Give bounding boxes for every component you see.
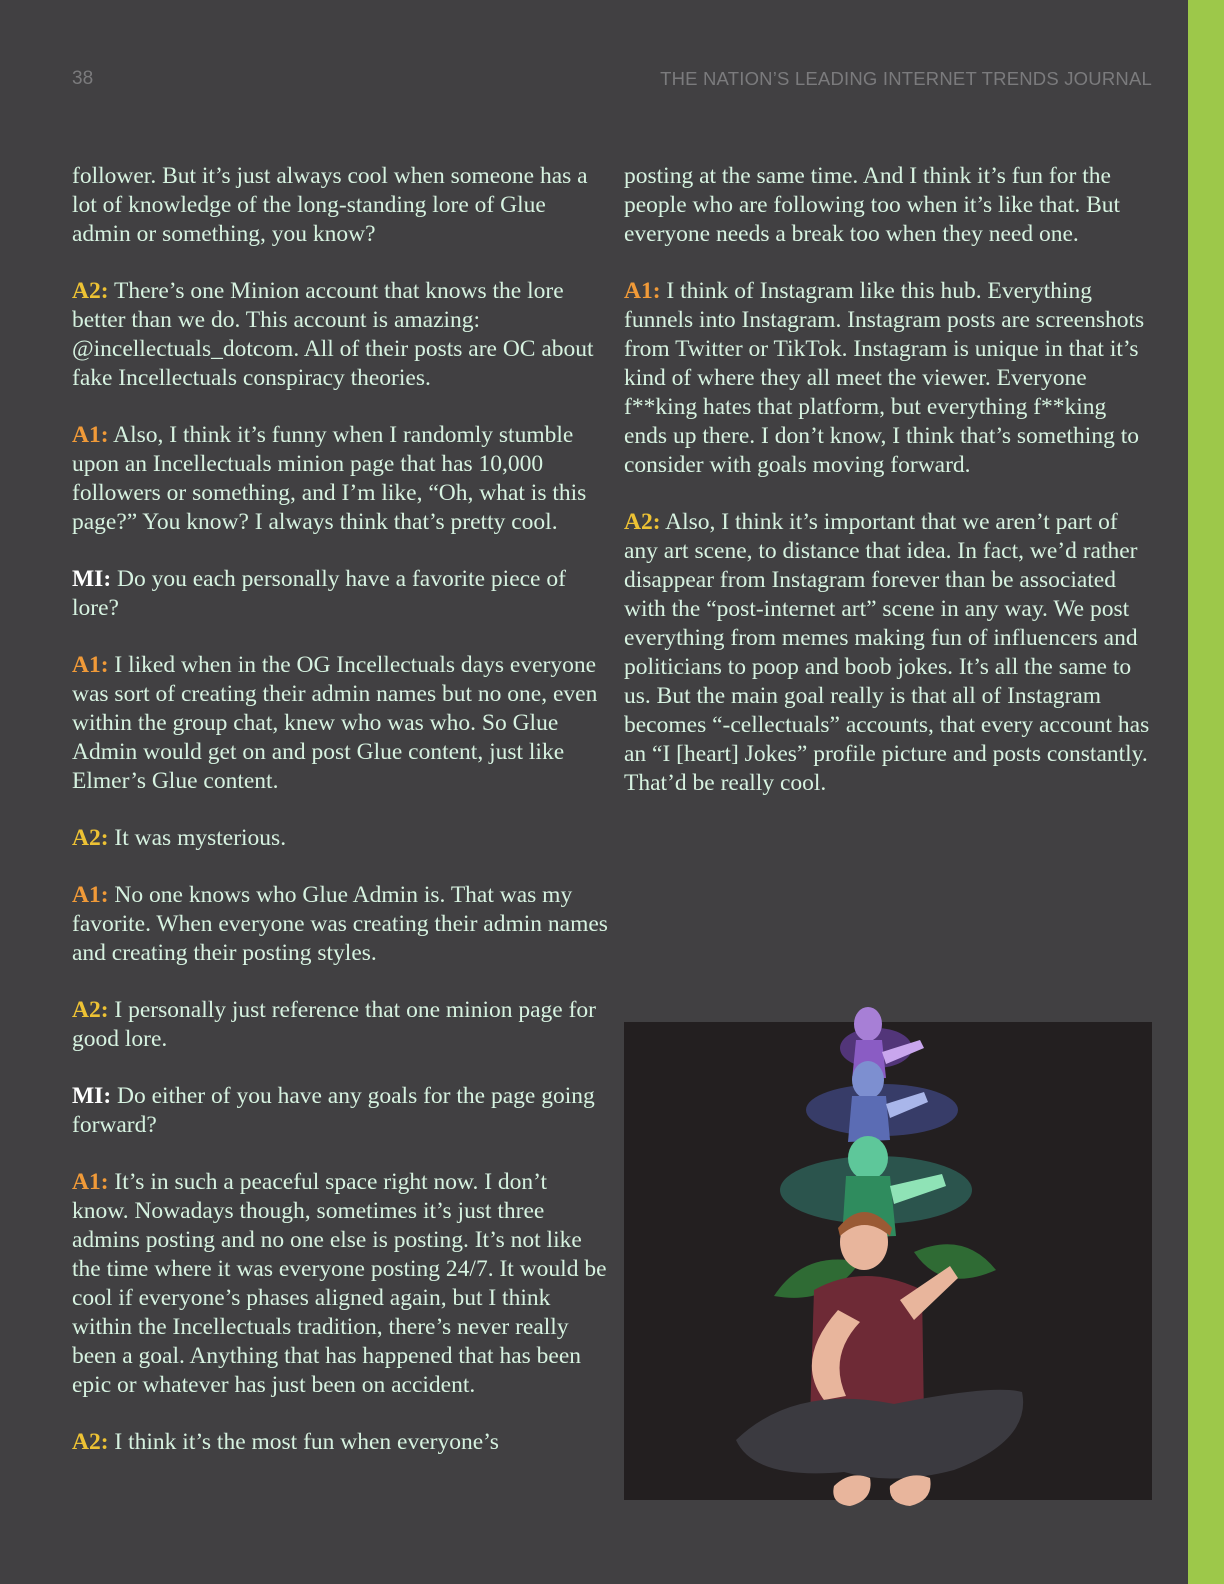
paragraph <box>72 881 608 968</box>
paragraph-text: Do either of you have any goals for the page going forward? <box>72 1083 595 1138</box>
running-head: THE NATION’S LEADING INTERNET TRENDS JOURNAL <box>660 68 1152 89</box>
speaker-label: A1: <box>624 278 661 304</box>
speaker-label: A2: <box>72 1429 109 1455</box>
right-text-column <box>624 162 1152 826</box>
paragraph <box>72 421 608 537</box>
paragraph <box>72 996 608 1054</box>
paragraph <box>624 162 1152 249</box>
paragraph <box>72 1082 608 1140</box>
paragraph-text: I personally just reference that one minion page for good lore. <box>72 997 596 1052</box>
paragraph <box>72 651 608 796</box>
speaker-label: A1: <box>72 1169 109 1195</box>
accent-side-bar <box>1188 0 1224 1584</box>
paragraph-text: Do you each personally have a favorite piece of lore? <box>72 566 566 621</box>
left-text-column <box>72 162 608 1485</box>
paragraph-text: follower. But it’s just always cool when someone has a lot of knowledge of the long-standing lore of Glue admin or something, you know? <box>72 163 588 247</box>
stacked-figures-illustration <box>624 1000 1152 1548</box>
paragraph <box>624 277 1152 480</box>
speaker-label: A1: <box>72 422 109 448</box>
paragraph-text: Also, I think it’s funny when I randomly stumble upon an Incellectuals minion page that has 10,000 followers or something, and I’m like, “Oh, what is this page?” You know? I always think that’s pretty cool. <box>72 422 587 535</box>
paragraph-text: It’s in such a peaceful space right now. I don’t know. Nowadays though, sometimes it’s just three admins posting and no one else is posting. It’s not like the time where it was everyone posting 24/7. It would be cool if everyone’s phases aligned again, but I think within the Incellectuals tradition, there’s never really been a goal. Anything that has happened that has been epic or whatever has just been on accident. <box>72 1169 607 1398</box>
speaker-label: A1: <box>72 882 109 908</box>
paragraph-text: Also, I think it’s important that we aren’t part of any art scene, to distance that idea. In fact, we’d rather disappear from Instagram forever than be associated with the “post-internet art” scene in any way. We post everything from memes making fun of influencers and politicians to poop and boob jokes. It’s all the same to us. But the main goal really is that all of Instagram becomes “-cellectuals” accounts, that every account has an “I [heart] Jokes” profile picture and posts constantly. That’d be really cool. <box>624 509 1150 796</box>
speaker-label: MI: <box>72 566 112 592</box>
paragraph <box>72 162 608 249</box>
paragraph-text: It was mysterious. <box>114 825 287 851</box>
speaker-label: A2: <box>72 278 109 304</box>
paragraph-text: I think it’s the most fun when everyone’s <box>114 1429 499 1455</box>
paragraph <box>72 1428 608 1457</box>
speaker-label: A2: <box>72 825 109 851</box>
paragraph-text: I liked when in the OG Incellectuals days everyone was sort of creating their admin names but no one, even within the group chat, knew who was who. So Glue Admin would get on and post Glue content, just like Elmer’s Glue content. <box>72 652 598 794</box>
paragraph <box>72 277 608 393</box>
paragraph <box>624 508 1152 798</box>
speaker-label: A1: <box>72 652 109 678</box>
speaker-label: MI: <box>72 1083 112 1109</box>
speaker-label: A2: <box>624 509 661 535</box>
paragraph-text: I think of Instagram like this hub. Everything funnels into Instagram. Instagram posts are screenshots from Twitter or TikTok. Instagram is unique in that it’s kind of where they all meet the viewer. Everyone f**king hates that platform, but everything f**king ends up there. I don’t know, I think that’s something to consider with goals moving forward. <box>624 278 1145 478</box>
paragraph <box>72 565 608 623</box>
speaker-label: A2: <box>72 997 109 1023</box>
illustration <box>624 1000 1152 1548</box>
paragraph <box>72 824 608 853</box>
paragraph-text: No one knows who Glue Admin is. That was my favorite. When everyone was creating their admin names and creating their posting styles. <box>72 882 608 966</box>
paragraph <box>72 1168 608 1400</box>
paragraph-text: There’s one Minion account that knows the lore better than we do. This account is amazing: @incellectuals_dotcom. All of their posts are OC about fake Incellectuals conspiracy theories. <box>72 278 594 391</box>
page-number: 38 <box>72 68 94 89</box>
paragraph-text: posting at the same time. And I think it’s fun for the people who are following too when it’s like that. But everyone needs a break too when they need one. <box>624 163 1121 247</box>
